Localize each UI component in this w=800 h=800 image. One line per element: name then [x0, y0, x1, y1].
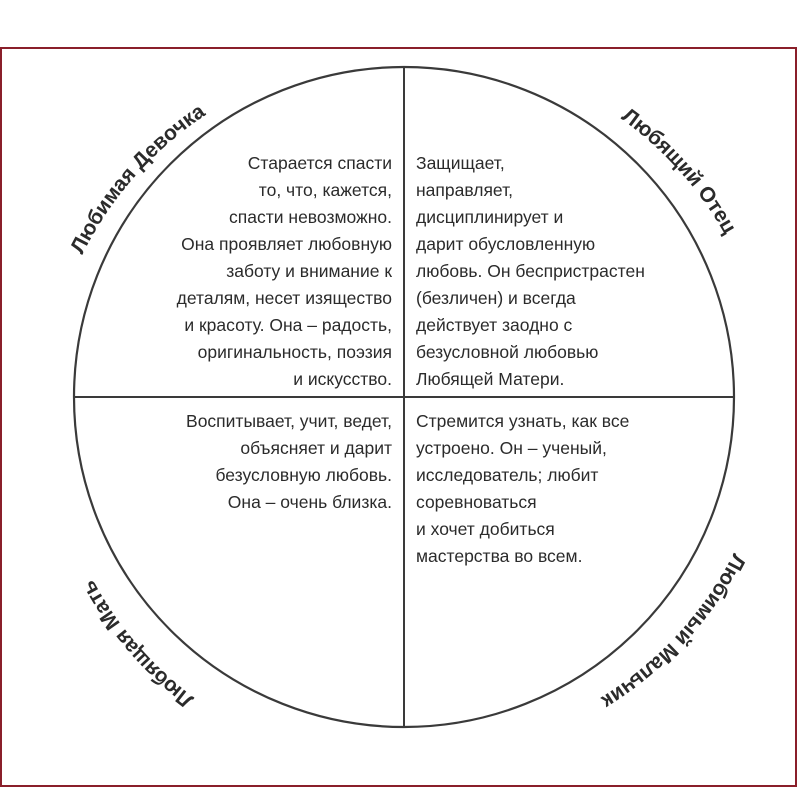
label-top-right: Любящий Отец [617, 103, 741, 238]
label-bottom-right: Любимый Мальчик [597, 550, 750, 714]
quadrant-text-bottom-left: Воспитывает, учит, ведет, объясняет и дарит безусловную любовь. Она – очень близка. [186, 411, 392, 512]
label-bottom-left: Любящая Мать [76, 576, 198, 713]
quadrant-text-bottom-right: Стремится узнать, как все устроено. Он – ученый, исследователь; любит соревноваться и хочет добиться мастерства во всем. [416, 411, 630, 566]
quadrant-text-top-left: Старается спасти то, что, кажется, спасти невозможно. Она проявляет любовную заботу и внимание к деталям, несет изящество и красоту. Она – радость, оригинальность, поэзия и искусство. [176, 153, 392, 389]
quadrant-text-top-right: Защищает, направляет, дисциплинирует и дарит обусловленную любовь. Он беспристрастен (безличен) и всегда действует заодно с безусловной любовью Любящей Матери. [416, 153, 645, 389]
label-top-left: Любимая Девочка [66, 99, 210, 258]
